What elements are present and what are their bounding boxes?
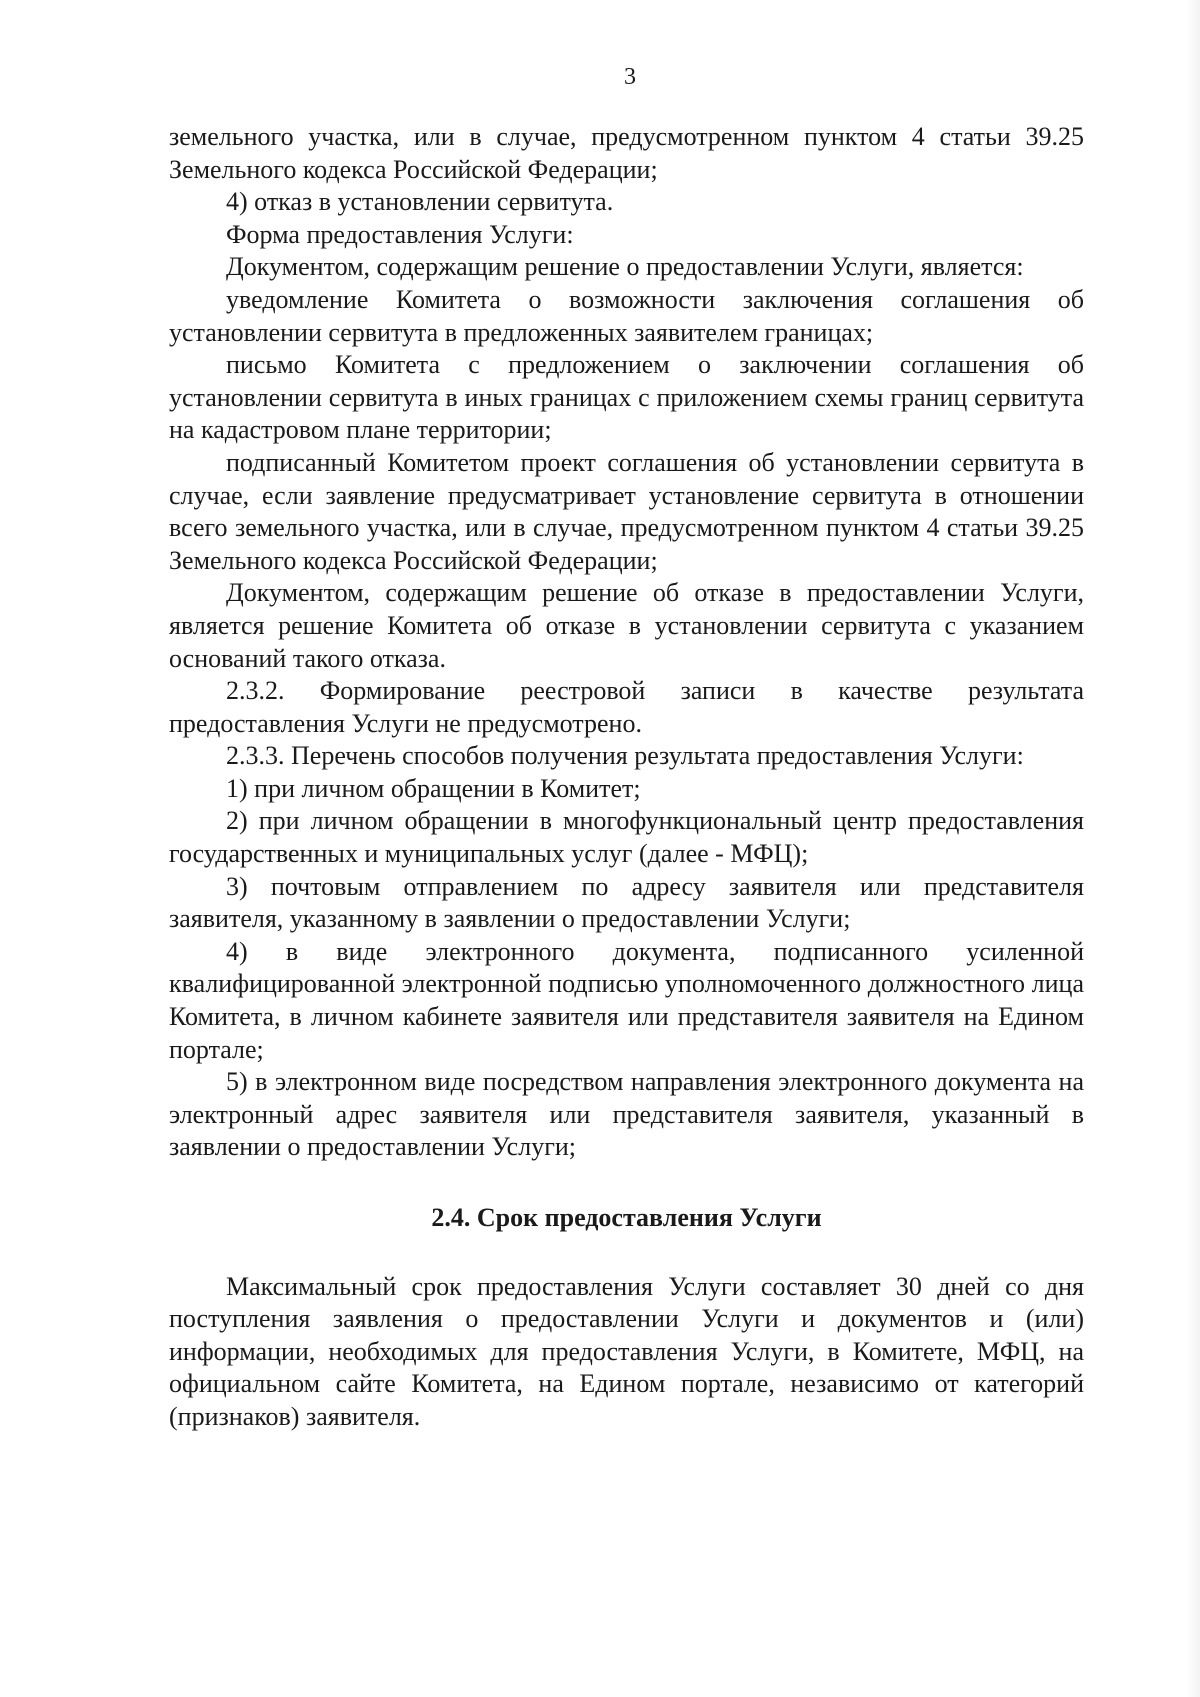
list-item: 4) в виде электронного документа, подписанного усиленной квалифицированной электронной подписью уполномоченного должностного лица Комитета, в личном кабинете заявителя или представителя заявителя на Едином портале; <box>169 936 1084 1064</box>
paragraph: уведомление Комитета о возможности заключения соглашения об установлении сервитута в предложенных заявителем границах; <box>169 284 1084 347</box>
paragraph: 4) отказ в установлении сервитута. <box>226 187 614 217</box>
paragraph: письмо Комитета с предложением о заключении соглашения об установлении сервитута в иных границах с приложением схемы границ сервитута на кадастровом плане территории; <box>169 350 1084 445</box>
paragraph: 2.3.3. Перечень способов получения результата предоставления Услуги: <box>226 741 1024 771</box>
paragraph: земельного участка, или в случае, предусмотренном пунктом 4 статьи 39.25 Земельного кодекса Российской Федерации; <box>169 122 1084 184</box>
list-item: 1) при личном обращении в Комитет; <box>226 773 641 803</box>
list-item: 3) почтовым отправлением по адресу заявителя или представителя заявителя, указанному в заявлении о предоставлении Услуги; <box>169 871 1084 934</box>
section-paragraph: Максимальный срок предоставления Услуги составляет 30 дней со дня поступления заявления о предоставлении Услуги и документов и (или) информации, необходимых для предоставления Услуги, в Комитете, МФЦ, на официальном сайте Комитета, на Едином портале, независимо от категорий (признаков) заявителя. <box>169 1271 1084 1431</box>
paragraph: Форма предоставления Услуги: <box>226 219 574 249</box>
list-item: 5) в электронном виде посредством направления электронного документа на электронный адрес заявителя или представителя заявителя, указанный в заявлении о предоставлении Услуги; <box>169 1067 1084 1162</box>
page-number: 3 <box>624 64 636 90</box>
scan-edge <box>1186 0 1200 1697</box>
paragraph: 2.3.2. Формирование реестровой записи в качестве результата предоставления Услуги не предусмотрено. <box>169 676 1084 738</box>
section-heading: 2.4. Срок предоставления Услуги <box>431 1203 822 1232</box>
document-body <box>169 121 1084 1434</box>
paragraph: Документом, содержащим решение о предоставлении Услуги, является: <box>226 252 1024 282</box>
paragraph: Документом, содержащим решение об отказе в предоставлении Услуги, является решение Комитета об отказе в установлении сервитута с указанием оснований такого отказа. <box>169 578 1084 673</box>
list-item: 2) при личном обращении в многофункциональный центр предоставления государственных и муниципальных услуг (далее - МФЦ); <box>169 806 1084 869</box>
paragraph: подписанный Комитетом проект соглашения об установлении сервитута в случае, если заявление предусматривает установление сервитута в отношении всего земельного участка, или в случае, предусмотренном пунктом 4 статьи 39.25 Земельного кодекса Российской Федерации; <box>169 447 1084 575</box>
